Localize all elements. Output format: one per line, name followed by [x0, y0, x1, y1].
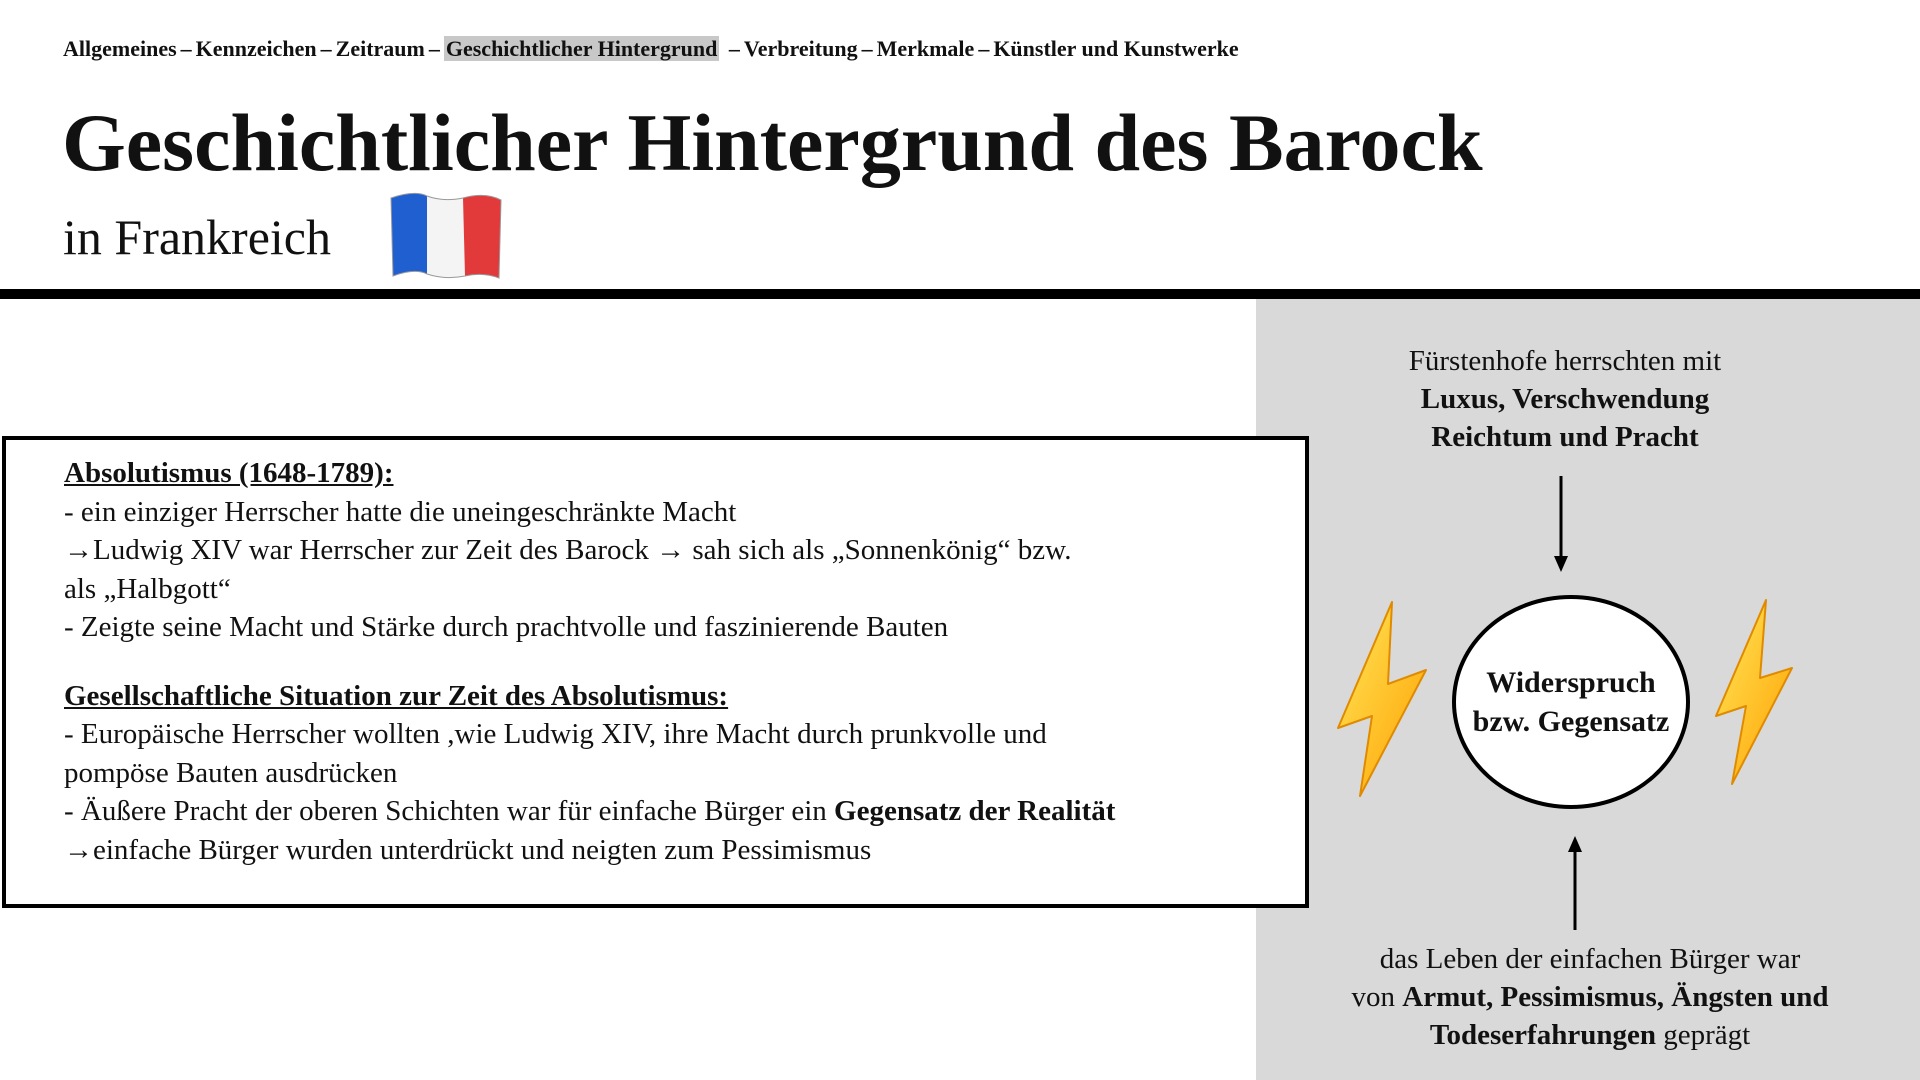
french-flag-icon: [385, 188, 507, 282]
gesellschaft-heading: Gesellschaftliche Situation zur Zeit des Absolutismus:: [64, 679, 729, 712]
nav-separator: –: [180, 36, 192, 61]
page-title: Geschichtlicher Hintergrund des Barock: [62, 97, 1483, 188]
arrow-down-icon: [1551, 476, 1571, 572]
nav-separator: –: [861, 36, 873, 61]
nav-separator: –: [728, 36, 740, 61]
nav-item-allgemeines[interactable]: Allgemeines: [63, 36, 177, 61]
contradiction-circle: Widerspruch bzw. Gegensatz: [1452, 595, 1690, 809]
nav-separator: –: [320, 36, 332, 61]
absolutismus-line: als „Halbgott“: [64, 572, 231, 605]
section-nav: [63, 36, 1239, 62]
absolutismus-line: - Zeigte seine Macht und Stärke durch prachtvolle und faszinierende Bauten: [64, 611, 949, 643]
page-subtitle: in Frankreich: [63, 209, 331, 265]
diagram-bottom-text: das Leben der einfachen Bürger war von Armut, Pessimismus, Ängsten und Todeserfahrungen geprägt: [1351, 943, 1829, 1051]
nav-separator: –: [428, 36, 440, 61]
gesellschaft-line: - Äußere Pracht der oberen Schichten war für einfache Bürger ein Gegensatz der Realität: [64, 795, 1116, 827]
nav-item-verbreitung[interactable]: Verbreitung: [743, 36, 858, 61]
lightning-icon: [1710, 598, 1796, 788]
gesellschaft-line: →einfache Bürger wurden unterdrückt und neigten zum Pessimismus: [64, 833, 872, 866]
nav-item-merkmale[interactable]: Merkmale: [876, 36, 975, 61]
nav-item-kennzeichen[interactable]: Kennzeichen: [195, 36, 317, 61]
arrow-up-icon: [1565, 836, 1585, 930]
gesellschaft-line: - Europäische Herrscher wollten ,wie Ludwig XIV, ihre Macht durch prunkvolle und: [64, 718, 1047, 750]
nav-item-zeitraum[interactable]: Zeitraum: [335, 36, 425, 61]
absolutismus-heading: Absolutismus (1648-1789):: [64, 457, 394, 489]
highlight-gegensatz: Gegensatz der Realität: [834, 795, 1116, 827]
content-box: [2, 436, 1309, 908]
header-divider: [0, 289, 1920, 299]
lightning-icon: [1330, 600, 1430, 800]
nav-item-kuenstler-und-kunstwerke[interactable]: Künstler und Kunstwerke: [993, 36, 1239, 61]
nav-item-geschichtlicher-hintergrund[interactable]: Geschichtlicher Hintergrund: [445, 36, 718, 61]
content-text: [64, 454, 1264, 869]
absolutismus-line: →Ludwig XIV war Herrscher zur Zeit des Barock → sah sich als „Sonnenkönig“ bzw.: [64, 534, 1072, 566]
nav-separator: –: [978, 36, 990, 61]
diagram-top-text: Fürstenhofe herrschten mit Luxus, Verschwendung Reichtum und Pracht: [1408, 345, 1722, 453]
absolutismus-line: - ein einziger Herrscher hatte die uneingeschränkte Macht: [64, 495, 737, 528]
gesellschaft-line: pompöse Bauten ausdrücken: [64, 756, 398, 789]
